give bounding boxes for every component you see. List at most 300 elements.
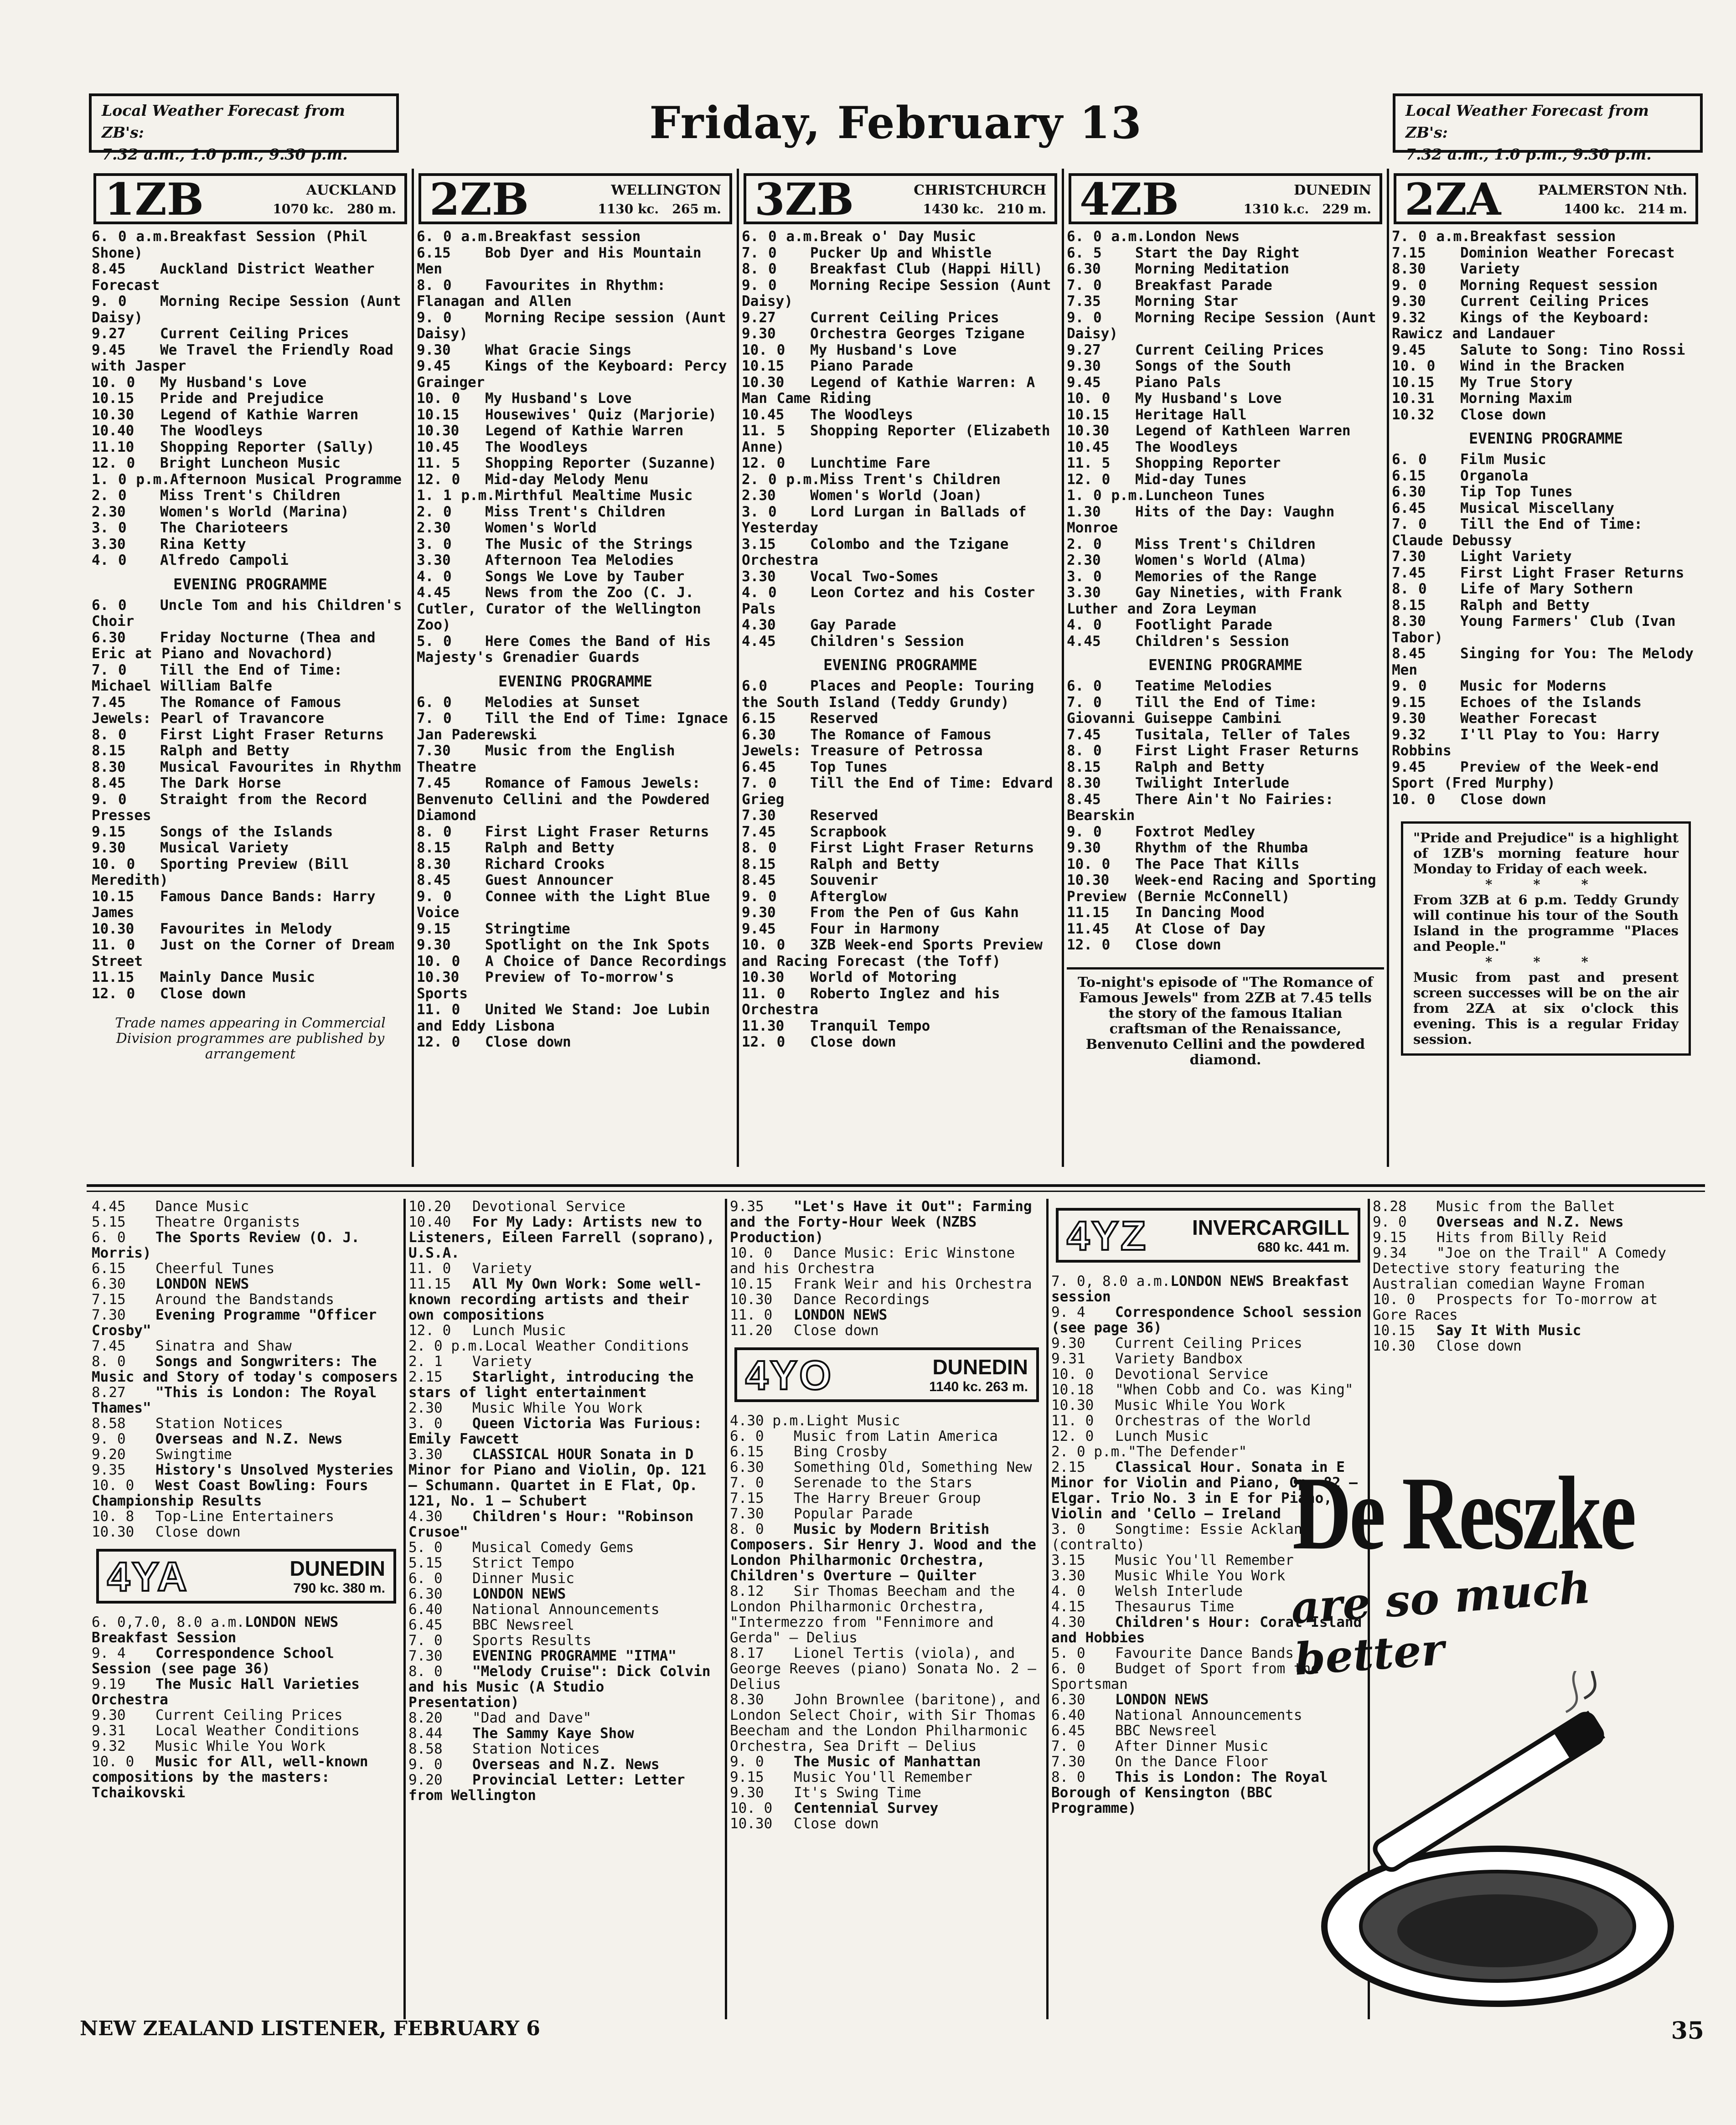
programme-entry xyxy=(730,1692,1044,1754)
ad-brand: De Reszke xyxy=(1292,1455,1634,1571)
programme-entry xyxy=(417,954,734,970)
programme-entry xyxy=(1067,759,1384,776)
programme-title: The Sammy Kaye Show xyxy=(472,1725,634,1742)
programme-title: Music for Moderns xyxy=(1460,678,1607,694)
programme-title: My Husband's Love xyxy=(1135,390,1282,407)
programme-entry xyxy=(417,743,734,775)
programme-title: Lionel Tertis (viola), and George Reeves (piano) Sonata No. 2 — Delius xyxy=(730,1645,1036,1692)
programme-time: 10.32 xyxy=(1392,406,1435,423)
programme-time: 6.15 xyxy=(742,710,776,727)
programme-title: Musical Favourites in Rhythm xyxy=(160,758,401,775)
programme-time: 7. 0 xyxy=(742,244,777,261)
programme-entry xyxy=(417,775,734,824)
programme-entry xyxy=(1067,678,1384,695)
programme-entry xyxy=(742,1034,1059,1051)
programme-time: 4.30 xyxy=(1051,1614,1085,1630)
programme-title: Provincial Letter: Letter from Wellington xyxy=(408,1772,685,1804)
programme-time: 7.30 xyxy=(730,1506,764,1522)
programme-title: Teatime Melodies xyxy=(1135,678,1272,694)
programme-title: Luncheon Tunes xyxy=(1145,487,1266,504)
programme-title: Musical Comedy Gems xyxy=(472,1539,634,1556)
programme-time: 2.30 xyxy=(417,520,451,536)
station-frequency: 1400 kc. 214 m. xyxy=(1564,201,1687,217)
programme-entry xyxy=(742,634,1059,650)
programme-time: 8.30 xyxy=(92,758,126,775)
programme-time: 9.15 xyxy=(730,1769,764,1785)
programme-entry xyxy=(742,921,1059,938)
programme-title: My Husband's Love xyxy=(160,374,307,391)
programme-time: 5. 0 xyxy=(417,633,452,650)
programme-title: "When Cobb and Co. was King" xyxy=(1115,1382,1354,1398)
programme-time: 10. 0 xyxy=(1392,358,1436,374)
programme-entry xyxy=(92,889,409,921)
programme-entry xyxy=(417,391,734,407)
station-column-2zb xyxy=(414,169,737,1167)
programme-title: Shopping Reporter xyxy=(1135,455,1281,471)
programme-title: The Charioteers xyxy=(160,520,289,536)
programme-time: 5.15 xyxy=(92,1214,126,1230)
programme-title: Film Music xyxy=(1460,451,1546,468)
programme-title: Legend of Kathleen Warren xyxy=(1135,423,1351,439)
programme-time: 7.30 xyxy=(408,1648,443,1664)
programme-title: Till the End of Time: Giovanni Guiseppe Cambini xyxy=(1067,694,1318,727)
programme-entry xyxy=(92,294,409,326)
programme-time: 9. 0 xyxy=(1373,1214,1407,1230)
programme-entry xyxy=(742,455,1059,472)
programme-entry xyxy=(92,1261,401,1276)
programme-entry xyxy=(92,727,409,743)
programme-time: 7.45 xyxy=(92,1338,126,1354)
programme-entry xyxy=(742,375,1059,407)
programme-time: 9.31 xyxy=(1051,1351,1085,1367)
programme-title: Music While You Work xyxy=(1115,1568,1286,1584)
programme-title: Rina Ketty xyxy=(160,536,246,552)
programme-title: After Dinner Music xyxy=(1115,1738,1268,1754)
programme-entry xyxy=(730,1785,1044,1800)
programme-time: 8.30 xyxy=(1067,775,1101,791)
programme-time: 9.20 xyxy=(92,1446,126,1463)
programme-entry xyxy=(1067,358,1384,375)
weather-times: 7.32 a.m., 1.0 p.m., 9.30 p.m. xyxy=(102,145,348,163)
programme-time: 10.15 xyxy=(730,1276,773,1292)
programme-time: 1.30 xyxy=(1067,503,1101,520)
programme-title: Shopping Reporter (Suzanne) xyxy=(485,455,717,471)
programme-entry xyxy=(92,439,409,456)
programme-time: 9.45 xyxy=(417,358,451,374)
programme-time: 8.20 xyxy=(408,1710,443,1726)
programme-time: 9.30 xyxy=(742,904,776,921)
programme-title: Bright Luncheon Music xyxy=(160,455,341,471)
programme-title: The Music of the Strings xyxy=(485,536,693,552)
programme-title: National Announcements xyxy=(472,1601,660,1618)
programme-time: 10.40 xyxy=(92,423,134,439)
programme-title: My Husband's Love xyxy=(810,341,957,358)
programme-time: 9. 0 xyxy=(1392,678,1427,694)
programme-time: 9.30 xyxy=(417,341,451,358)
programme-time: 4. 0 xyxy=(92,552,127,568)
station-column-2za xyxy=(1389,169,1703,1167)
highlights-box xyxy=(1401,821,1691,1056)
programme-title: Leon Cortez and his Coster Pals xyxy=(742,584,1035,617)
station-frequency: 790 kc. 380 m. xyxy=(293,1581,385,1596)
programme-title: Uncle Tom and his Children's Choir xyxy=(92,597,402,629)
programme-time: 8.15 xyxy=(742,856,776,872)
programme-title: Till the End of Time: Michael William Balfe xyxy=(92,661,342,694)
programme-entry xyxy=(408,1338,722,1354)
cigarette-ashtray-illustration xyxy=(1292,1671,1703,2045)
programme-time: 6. 0 xyxy=(1392,451,1427,468)
programme-title: Favourites in Rhythm: Flanagan and Allen xyxy=(417,277,666,309)
programme-title: Places and People: Touring the South Island (Teddy Grundy) xyxy=(742,678,1034,711)
programme-entry xyxy=(92,598,409,630)
programme-time: 8.58 xyxy=(92,1415,126,1432)
programme-entry xyxy=(92,986,409,1002)
programme-time: 6. 0 xyxy=(92,597,127,614)
programme-title: Reserved xyxy=(810,807,878,824)
programme-entry xyxy=(1067,391,1384,407)
programme-title: Preview of To-morrow's Sports xyxy=(417,969,674,1002)
bottom-column-3 xyxy=(727,1199,1046,2019)
programme-title: Breakfast Parade xyxy=(1135,277,1272,294)
programme-time: 9.15 xyxy=(417,920,451,937)
programme-title: Close down xyxy=(1460,791,1546,808)
programme-time: 2.30 xyxy=(1067,552,1101,568)
station-header-4zb xyxy=(1069,173,1382,224)
programme-time: 6.45 xyxy=(408,1617,443,1633)
programme-title: Serenade to the Stars xyxy=(794,1475,972,1491)
programme-time: 10.30 xyxy=(92,406,134,423)
programme-entry xyxy=(417,310,734,342)
programme-entry xyxy=(1067,937,1384,954)
programme-title: Souvenir xyxy=(810,872,878,888)
programme-entry xyxy=(742,488,1059,504)
programme-time: 6.30 xyxy=(92,1276,126,1292)
programme-title: Ralph and Betty xyxy=(1135,758,1265,775)
programme-time: 6.0 xyxy=(742,678,767,694)
programme-entry xyxy=(730,1816,1044,1831)
programme-time: 10.30 xyxy=(1051,1397,1094,1413)
programme-time: 7.30 xyxy=(92,1307,126,1323)
programme-entry xyxy=(1051,1274,1365,1305)
programme-time: 6. 0 xyxy=(730,1428,764,1444)
programme-title: Mainly Dance Music xyxy=(160,969,315,985)
programme-entry xyxy=(742,536,1059,569)
programme-entry xyxy=(730,1645,1044,1692)
programme-time: 7. 0, 8.0 a.m. xyxy=(1051,1273,1171,1289)
programme-title: Queen Victoria Was Furious: Emily Fawcett xyxy=(408,1415,702,1447)
programme-title: Children's Hour: "Robinson Crusoe" xyxy=(408,1508,694,1540)
programme-time: 5. 0 xyxy=(408,1539,443,1556)
programme-title: What Gracie Sings xyxy=(485,341,632,358)
programme-time: 2. 0 xyxy=(1067,536,1102,552)
programme-time: 10. 0 xyxy=(1373,1291,1416,1308)
programme-time: 1. 1 p.m. xyxy=(417,487,495,504)
programme-time: 9.45 xyxy=(1392,758,1426,775)
programme-time: 9.34 xyxy=(1373,1245,1407,1261)
programme-time: 6.45 xyxy=(1051,1723,1085,1739)
programme-title: A Choice of Dance Recordings xyxy=(485,953,727,970)
programme-time: 7. 0 xyxy=(417,710,452,727)
programme-time: 7.30 xyxy=(1051,1754,1085,1770)
programme-entry xyxy=(1392,581,1700,598)
programme-title: Salute to Song: Tino Rossi xyxy=(1460,341,1685,358)
programme-title: Sporting Preview (Bill Meredith) xyxy=(92,856,349,888)
station-logo-4yo xyxy=(734,1347,1039,1402)
programme-entry xyxy=(742,889,1059,905)
programme-time: 9.27 xyxy=(92,325,126,342)
programme-title: Lunchtime Fare xyxy=(810,455,930,471)
programme-title: Close down xyxy=(1436,1338,1522,1354)
programme-time: 9.30 xyxy=(742,325,776,342)
programme-entry xyxy=(417,455,734,472)
programme-time: 4.30 p.m. xyxy=(730,1413,806,1429)
programme-entry xyxy=(1392,646,1700,678)
programme-time: 9. 0 xyxy=(1392,277,1427,294)
programme-title: Devotional Service xyxy=(472,1198,625,1215)
programme-time: 12. 0 xyxy=(742,455,785,471)
programme-entry xyxy=(730,1245,1044,1276)
programme-title: It's Swing Time xyxy=(794,1785,921,1801)
programme-title: Theatre Organists xyxy=(155,1214,300,1230)
programme-time: 10.15 xyxy=(1392,374,1435,391)
programme-time: 8.27 xyxy=(92,1384,126,1401)
page-number: 35 xyxy=(1671,2017,1704,2045)
programme-entry xyxy=(408,1741,722,1757)
programme-entry xyxy=(1067,488,1384,504)
programme-title: Morning Star xyxy=(1135,293,1238,309)
programme-time: 4. 0 xyxy=(1067,617,1102,633)
section-divider xyxy=(87,1184,1705,1187)
programme-title: Musical Variety xyxy=(160,840,289,856)
programme-title: The Music of Manhattan xyxy=(794,1754,981,1770)
de-reszke-advertisement xyxy=(1289,1454,1703,2024)
programme-title: Twilight Interlude xyxy=(1135,775,1289,791)
programme-entry xyxy=(92,1462,401,1478)
programme-time: 6. 0 xyxy=(1051,1661,1085,1677)
programme-entry xyxy=(1392,727,1700,759)
programme-time: 8.30 xyxy=(1392,613,1426,629)
programme-entry xyxy=(408,1726,722,1741)
programme-entry xyxy=(1373,1230,1700,1245)
programme-title: LONDON NEWS Breakfast Session xyxy=(92,1614,339,1646)
programme-time: 6.40 xyxy=(1051,1707,1085,1723)
programme-title: Afterglow xyxy=(810,888,887,905)
footer-masthead: NEW ZEALAND LISTENER, FEBRUARY 6 xyxy=(80,2017,540,2040)
programme-time: 3.30 xyxy=(1051,1568,1085,1584)
programme-time: 10.15 xyxy=(1373,1322,1416,1339)
programme-time: 9. 0 xyxy=(417,309,452,326)
programme-time: 8.15 xyxy=(1392,597,1426,614)
programme-entry xyxy=(417,358,734,391)
programme-title: National Announcements xyxy=(1115,1707,1302,1723)
programme-entry xyxy=(730,1413,1044,1429)
programme-time: 10. 0 xyxy=(1067,390,1111,407)
programme-entry xyxy=(92,342,409,375)
programme-entry xyxy=(408,1772,722,1803)
station-call-sign: 4YZ xyxy=(1067,1213,1148,1259)
programme-title: Station Notices xyxy=(472,1741,600,1757)
programme-title: First Light Fraser Returns xyxy=(1460,564,1684,581)
programme-entry xyxy=(92,504,409,521)
programme-time: 10. 0 xyxy=(742,937,785,953)
programme-entry xyxy=(742,423,1059,455)
programme-title: Till the End of Time: Ignace Jan Paderewski xyxy=(417,710,728,743)
programme-title: Music While You Work xyxy=(155,1738,326,1754)
programme-time: 2. 0 xyxy=(92,487,127,504)
programme-entry xyxy=(1051,1429,1365,1444)
programme-title: Miss Trent's Children xyxy=(820,471,1001,488)
programme-title: Orchestra Georges Tzigane xyxy=(810,325,1025,342)
programme-entry xyxy=(92,1199,401,1214)
programme-title: Classical Hour. Sonata in E Minor for Violin and Piano, Op. 82 — Elgar. Trio No. 3 in E for Piano, Violin and 'Cello — Ireland xyxy=(1051,1459,1358,1522)
programme-time: 10.31 xyxy=(1392,390,1435,407)
programme-title: Stringtime xyxy=(485,920,570,937)
programme-entry xyxy=(1392,598,1700,614)
programme-time: 6. 0 xyxy=(1067,678,1102,694)
programme-title: Shopping Reporter (Sally) xyxy=(160,438,375,455)
programme-time: 3. 0 xyxy=(742,503,777,520)
programme-time: 8. 0 xyxy=(1392,581,1427,597)
programme-title: Breakfast session xyxy=(1470,228,1616,245)
programme-title: Children's Session xyxy=(810,633,964,650)
programme-entry xyxy=(408,1400,722,1416)
programme-entry xyxy=(1051,1305,1365,1336)
programme-time: 8. 0 xyxy=(742,840,777,856)
programme-entry xyxy=(1067,342,1384,359)
programme-entry xyxy=(742,472,1059,488)
programme-entry xyxy=(417,1034,734,1051)
programme-title: Current Ceiling Prices xyxy=(1135,341,1324,358)
programme-title: Variety xyxy=(472,1260,532,1277)
programme-title: Footlight Parade xyxy=(1135,617,1272,633)
programme-time: 9.30 xyxy=(417,937,451,953)
station-header-1zb xyxy=(93,173,407,224)
programme-time: 7.45 xyxy=(417,775,451,791)
programme-entry xyxy=(92,743,409,759)
programme-time: 11.15 xyxy=(1067,904,1110,921)
programme-time: 9.30 xyxy=(1067,840,1101,856)
programme-title: Miss Trent's Children xyxy=(160,487,341,504)
programme-time: 4. 0 xyxy=(1051,1583,1085,1599)
programme-entry xyxy=(1067,310,1384,342)
programme-time: 8.15 xyxy=(1067,758,1101,775)
highlight-paragraph: "Pride and Prejudice" is a highlight of 1ZB's morning feature hour Monday to Friday of each week. xyxy=(1413,830,1679,877)
programme-title: Light Music xyxy=(806,1413,900,1429)
programme-time: 9.30 xyxy=(1067,358,1101,374)
programme-title: Morning Request session xyxy=(1460,277,1658,294)
station-city: INVERCARGILL xyxy=(1192,1216,1349,1239)
programme-entry xyxy=(92,695,409,727)
programme-title: Close down xyxy=(794,1322,879,1339)
programme-entry xyxy=(742,342,1059,359)
programme-title: Till the End of Time: Edvard Grieg xyxy=(742,775,1053,808)
programme-entry xyxy=(730,1475,1044,1491)
programme-time: 2. 0 p.m. xyxy=(408,1338,485,1354)
programme-time: 9.30 xyxy=(92,840,126,856)
programme-time: 6.30 xyxy=(1051,1692,1085,1708)
programme-time: 9.31 xyxy=(92,1723,126,1739)
programme-entry xyxy=(92,856,409,889)
programme-time: 11. 0 xyxy=(730,1307,773,1323)
programme-title: Variety Bandbox xyxy=(1115,1351,1243,1367)
programme-time: 9.32 xyxy=(92,1738,126,1754)
programme-time: 4. 0 xyxy=(417,568,452,585)
programme-entry xyxy=(730,1522,1044,1583)
weather-label: Local Weather Forecast from ZB's: xyxy=(1405,102,1649,141)
programme-entry xyxy=(1067,905,1384,921)
programme-title: Week-end Racing and Sporting Preview (Bernie McConnell) xyxy=(1067,872,1376,905)
programme-time: 8.58 xyxy=(408,1741,443,1757)
programme-title: Ralph and Betty xyxy=(160,743,289,759)
programme-entry xyxy=(408,1540,722,1555)
programme-title: Something Old, Something New xyxy=(794,1459,1032,1475)
programme-title: Piano Pals xyxy=(1135,374,1221,391)
programme-time: 4.45 xyxy=(417,584,451,601)
programme-time: 3. 0 xyxy=(417,536,452,552)
programme-entry xyxy=(1373,1245,1700,1292)
programme-title: Spotlight on the Ink Spots xyxy=(485,937,710,953)
programme-entry xyxy=(92,552,409,569)
programme-entry xyxy=(92,1431,401,1447)
programme-entry xyxy=(730,1491,1044,1506)
station-note: Trade names appearing in Commercial Division programmes are published by arrangement xyxy=(115,1015,386,1062)
programme-entry xyxy=(730,1754,1044,1769)
programme-title: Scrapbook xyxy=(810,823,887,840)
programme-entry xyxy=(417,569,734,585)
programme-entry xyxy=(92,488,409,504)
programme-title: Friday Nocturne (Thea and Eric at Piano and Novachord) xyxy=(92,629,376,662)
programme-title: BBC Newsreel xyxy=(1115,1723,1217,1739)
programme-entry xyxy=(742,711,1059,727)
programme-time: 5.15 xyxy=(408,1555,443,1571)
programme-time: 10.40 xyxy=(408,1214,451,1230)
programme-title: Breakfast session xyxy=(495,228,641,245)
station-frequency: 1070 kc. 280 m. xyxy=(273,201,396,217)
programme-time: 6.30 xyxy=(1067,261,1101,277)
programme-title: Correspondence School Session (see page 36) xyxy=(92,1645,334,1677)
programme-time: 2.30 xyxy=(408,1400,443,1416)
programme-entry xyxy=(742,986,1059,1018)
programme-entry xyxy=(408,1261,722,1276)
programme-title: Rhythm of the Rhumba xyxy=(1135,840,1308,856)
programme-entry xyxy=(92,792,409,824)
programme-entry xyxy=(1392,278,1700,294)
programme-entry xyxy=(1067,856,1384,873)
programme-title: Romance of Famous Jewels: Benvenuto Cellini and the Powdered Diamond xyxy=(417,775,710,824)
programme-title: Morning Recipe session (Aunt Daisy) xyxy=(417,309,726,342)
programme-time: 8. 0 xyxy=(1051,1769,1085,1785)
programme-title: Wind in the Bracken xyxy=(1460,358,1625,374)
programme-entry xyxy=(92,520,409,536)
programme-entry xyxy=(92,375,409,391)
programme-title: We Travel the Friendly Road with Jasper xyxy=(92,341,393,374)
programme-entry xyxy=(408,1555,722,1571)
programme-time: 2.15 xyxy=(408,1369,443,1385)
programme-title: Memories of the Range xyxy=(1135,568,1317,585)
programme-time: 3. 0 xyxy=(1051,1521,1085,1537)
programme-title: Musical Miscellany xyxy=(1460,500,1614,516)
programme-entry xyxy=(408,1416,722,1447)
programme-title: The Woodleys xyxy=(485,438,588,455)
programme-title: The Romance of Famous Jewels: Treasure of Petrossa xyxy=(742,726,992,759)
programme-entry xyxy=(1392,500,1700,517)
station-column-1zb xyxy=(89,169,412,1167)
programme-entry xyxy=(742,407,1059,423)
programme-title: Frank Weir and his Orchestra xyxy=(794,1276,1032,1292)
programme-title: 3ZB Week-end Sports Preview and Racing Forecast (the Toff) xyxy=(742,937,1043,970)
programme-time: 7.45 xyxy=(742,823,776,840)
station-city: DUNEDIN xyxy=(1294,182,1371,198)
